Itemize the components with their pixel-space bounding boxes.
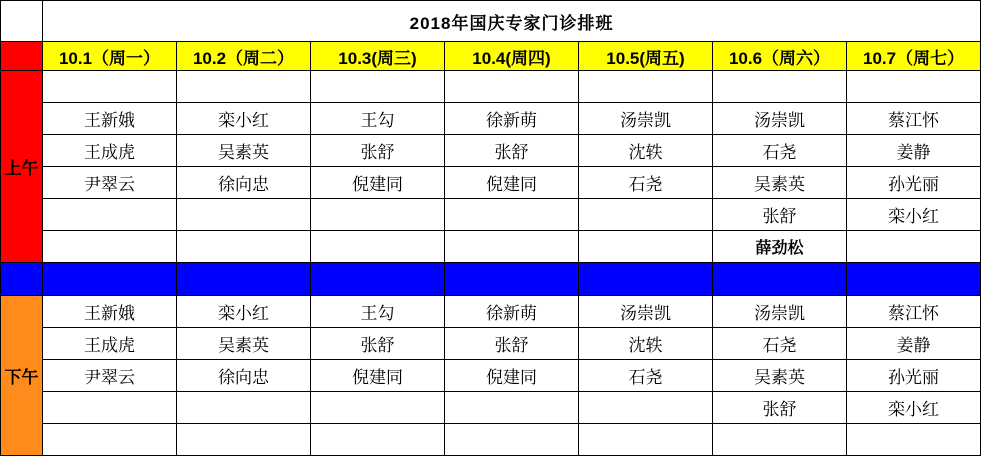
table-cell: 栾小红 [847, 199, 981, 231]
table-cell: 倪建同 [311, 360, 445, 392]
table-cell: 栾小红 [847, 392, 981, 424]
column-header-day-7: 10.7（周七） [847, 42, 981, 71]
divider-cell [1, 263, 43, 296]
title-corner-cell [1, 1, 43, 42]
table-cell [177, 424, 311, 456]
table-cell: 蔡江怀 [847, 296, 981, 328]
table-cell: 王勾 [311, 103, 445, 135]
table-cell: 倪建同 [445, 360, 579, 392]
table-cell: 徐新萌 [445, 103, 579, 135]
table-cell: 徐新萌 [445, 296, 579, 328]
table-cell: 姜静 [847, 328, 981, 360]
column-header-day-6: 10.6（周六） [713, 42, 847, 71]
table-cell: 吴素英 [713, 360, 847, 392]
table-cell [445, 392, 579, 424]
table-cell: 沈轶 [579, 135, 713, 167]
table-cell: 沈轶 [579, 328, 713, 360]
session-label-afternoon [1, 296, 43, 456]
table-cell [847, 231, 981, 263]
table-cell: 张舒 [713, 199, 847, 231]
table-row [1, 167, 981, 199]
table-cell: 王新娥 [43, 296, 177, 328]
divider-cell [847, 263, 981, 296]
divider-cell [445, 263, 579, 296]
session-label-morning-text: 上午 [4, 159, 39, 178]
table-row [1, 328, 981, 360]
table-cell [579, 424, 713, 456]
table-cell: 石尧 [713, 328, 847, 360]
table-cell [177, 392, 311, 424]
column-header-day-2: 10.2（周二） [177, 42, 311, 71]
table-cell [713, 424, 847, 456]
table-cell [579, 199, 713, 231]
table-cell: 吴素英 [713, 167, 847, 199]
table-cell: 吴素英 [177, 135, 311, 167]
table-cell [43, 71, 177, 103]
title-row [1, 1, 981, 42]
table-cell: 张舒 [445, 328, 579, 360]
table-cell: 汤崇凯 [579, 103, 713, 135]
divider-cell [43, 263, 177, 296]
table-cell: 汤崇凯 [713, 103, 847, 135]
page-title: 2018年国庆专家门诊排班 [43, 1, 981, 42]
table-row [1, 103, 981, 135]
column-header-day-5: 10.5(周五) [579, 42, 713, 71]
table-cell: 倪建同 [445, 167, 579, 199]
table-cell: 徐向忠 [177, 360, 311, 392]
table-cell [713, 71, 847, 103]
table-cell: 吴素英 [177, 328, 311, 360]
table-cell: 徐向忠 [177, 167, 311, 199]
table-cell: 王新娥 [43, 103, 177, 135]
table-cell: 汤崇凯 [713, 296, 847, 328]
table-cell: 张舒 [311, 135, 445, 167]
table-cell: 姜静 [847, 135, 981, 167]
table-cell: 王成虎 [43, 135, 177, 167]
table-cell: 尹翠云 [43, 360, 177, 392]
table-row [1, 135, 981, 167]
divider-cell [311, 263, 445, 296]
table-cell [311, 71, 445, 103]
table-cell [177, 231, 311, 263]
table-cell: 倪建同 [311, 167, 445, 199]
table-cell: 栾小红 [177, 103, 311, 135]
table-cell [311, 424, 445, 456]
table-cell: 尹翠云 [43, 167, 177, 199]
table-cell: 张舒 [713, 392, 847, 424]
column-header-day-1: 10.1（周一） [43, 42, 177, 71]
session-label-morning [1, 71, 43, 263]
table-cell [445, 71, 579, 103]
table-cell [579, 231, 713, 263]
column-header-day-4: 10.4(周四) [445, 42, 579, 71]
afternoon-spacer-row [1, 424, 981, 456]
session-label-afternoon-text: 下午 [4, 368, 39, 387]
morning-spacer-row [1, 71, 981, 103]
table-cell [311, 392, 445, 424]
table-cell [847, 71, 981, 103]
table-cell [311, 199, 445, 231]
table-cell: 石尧 [579, 360, 713, 392]
divider-cell [177, 263, 311, 296]
table-cell: 石尧 [579, 167, 713, 199]
table-cell: 孙光丽 [847, 360, 981, 392]
table-cell: 汤崇凯 [579, 296, 713, 328]
column-header-day-3: 10.3(周三) [311, 42, 445, 71]
table-cell: 栾小红 [177, 296, 311, 328]
table-cell: 蔡江怀 [847, 103, 981, 135]
header-row [1, 42, 981, 71]
table-cell [579, 392, 713, 424]
table-cell: 张舒 [311, 328, 445, 360]
table-cell: 王勾 [311, 296, 445, 328]
table-row [1, 296, 981, 328]
table-cell: 孙光丽 [847, 167, 981, 199]
table-row [1, 360, 981, 392]
table-cell: 张舒 [445, 135, 579, 167]
table-cell [43, 392, 177, 424]
table-cell [43, 231, 177, 263]
table-cell [43, 424, 177, 456]
table-cell [445, 424, 579, 456]
table-cell [311, 231, 445, 263]
table-cell: 石尧 [713, 135, 847, 167]
table-cell: 薛劲松 [713, 231, 847, 263]
table-cell: 王成虎 [43, 328, 177, 360]
section-divider [1, 263, 981, 296]
table-cell [177, 199, 311, 231]
table-cell [847, 424, 981, 456]
divider-cell [713, 263, 847, 296]
table-cell [445, 199, 579, 231]
table-row [1, 392, 981, 424]
table-row [1, 199, 981, 231]
table-row [1, 231, 981, 263]
header-corner-cell [1, 42, 43, 71]
table-cell [445, 231, 579, 263]
table-cell [43, 199, 177, 231]
divider-cell [579, 263, 713, 296]
table-cell [579, 71, 713, 103]
table-cell [177, 71, 311, 103]
